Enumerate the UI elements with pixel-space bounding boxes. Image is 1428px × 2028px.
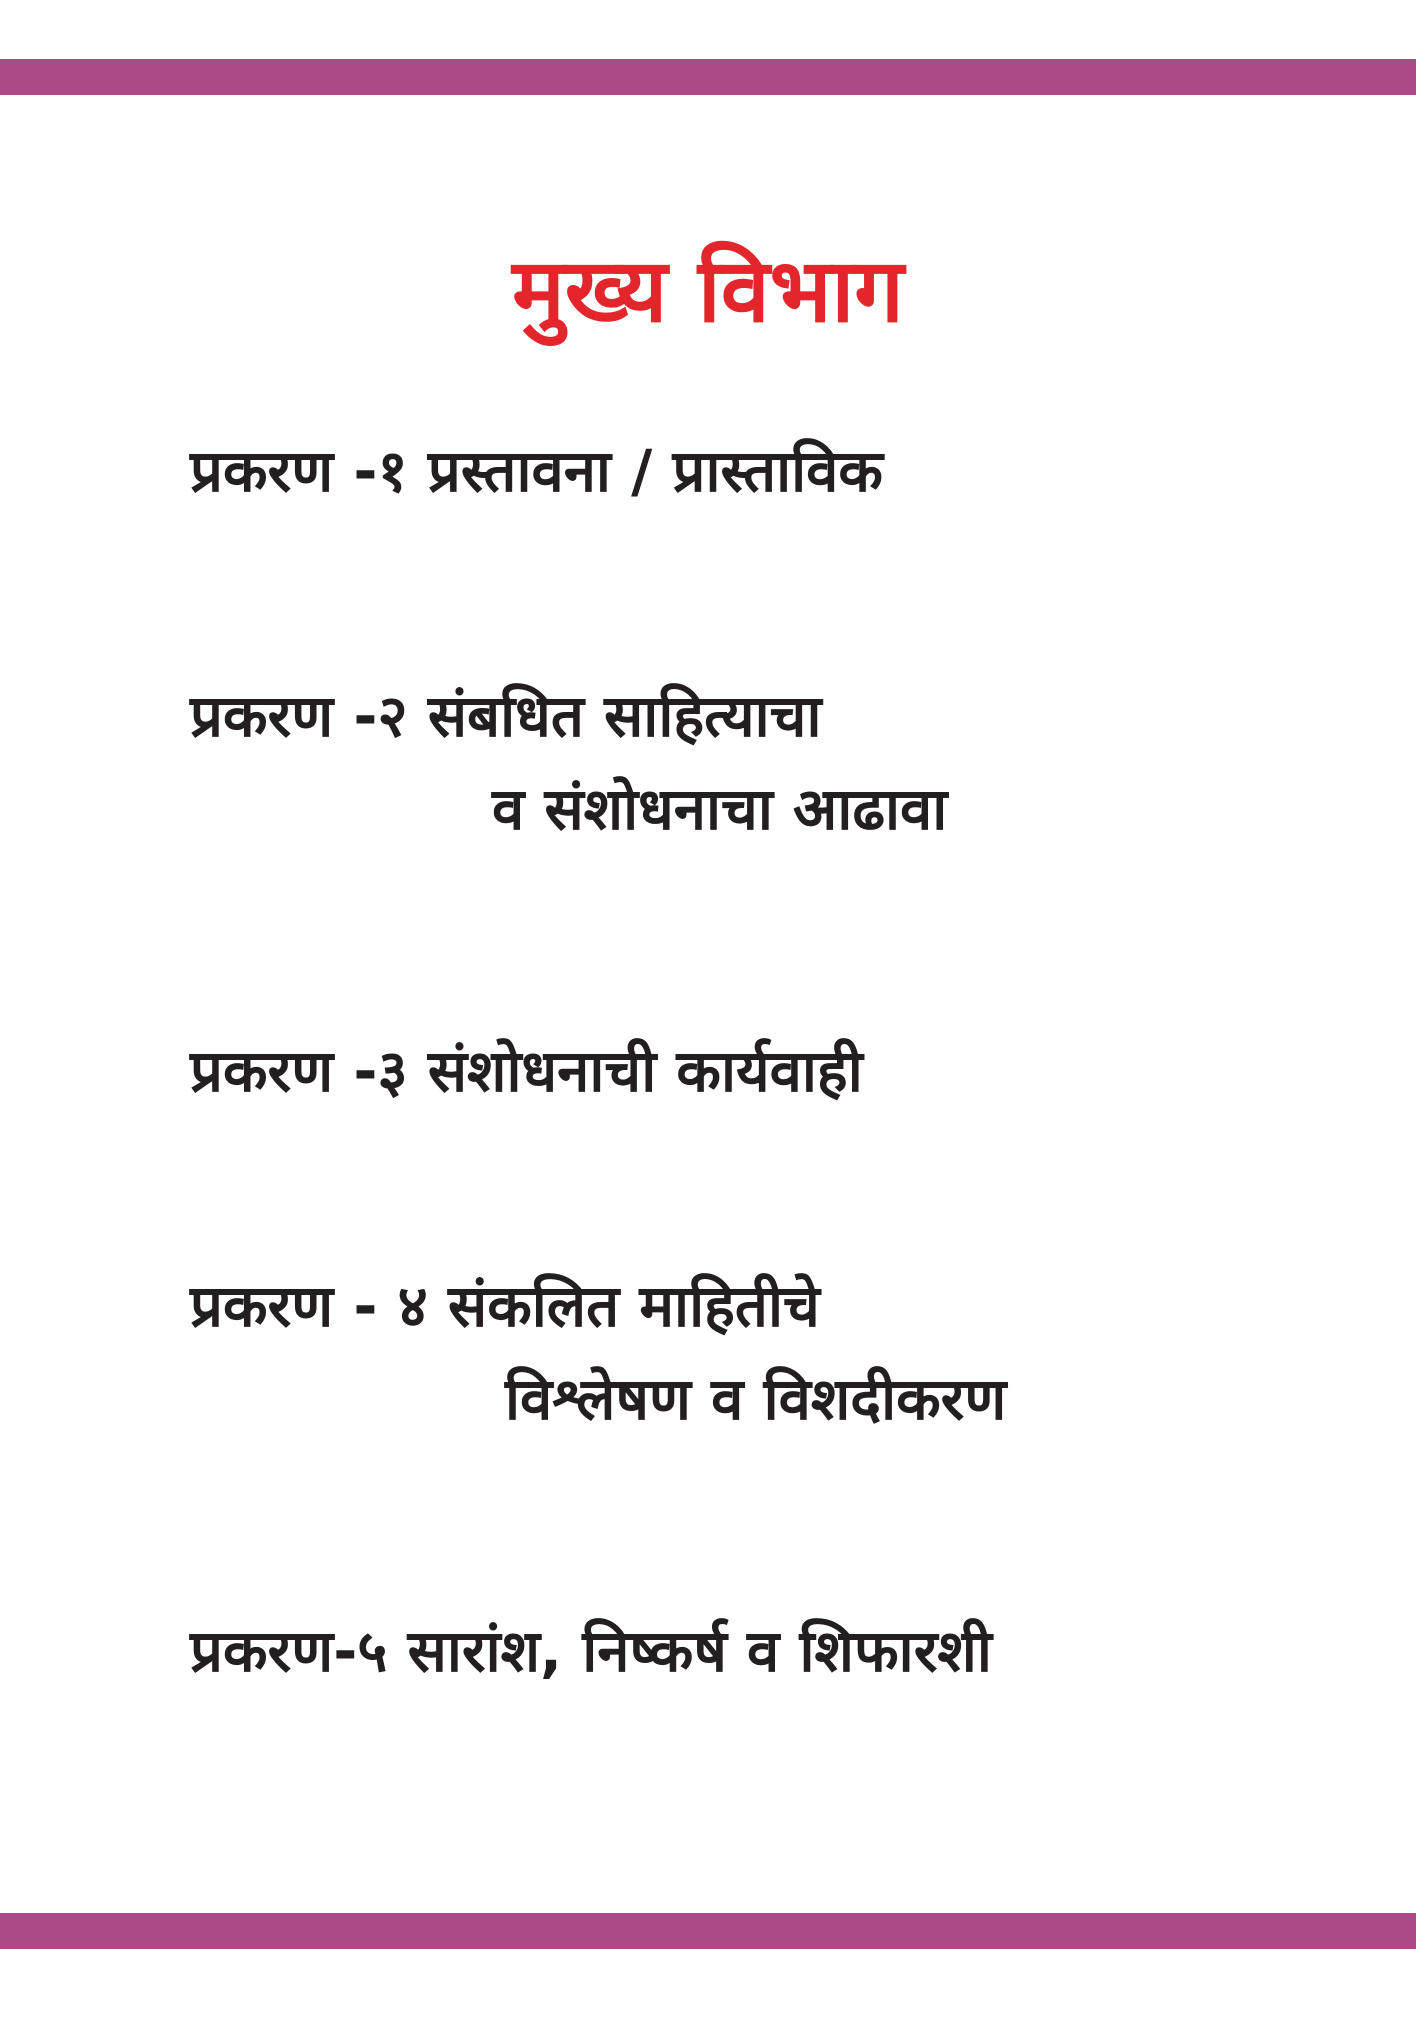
bottom-accent-bar <box>0 1913 1416 1949</box>
chapter-2-heading-continued: व संशोधनाचा आढावा <box>492 774 948 843</box>
chapter-3-heading: प्रकरण -३ संशोधनाची कार्यवाही <box>190 1037 863 1105</box>
page-title: मुख्य विभाग <box>512 239 904 342</box>
chapter-4-heading: प्रकरण - ४ संकलित माहितीचे <box>190 1272 820 1340</box>
chapter-5-heading: प्रकरण-५ सारांश, निष्कर्ष व शिफारशी <box>190 1617 992 1685</box>
top-accent-bar <box>0 59 1416 95</box>
chapter-4-heading-continued: विश्लेषण व विशदीकरण <box>505 1364 1007 1433</box>
chapter-4 <box>190 1260 1006 1446</box>
chapter-2-heading: प्रकरण -२ संबधित साहित्याचा <box>190 682 822 750</box>
chapter-5 <box>190 1605 992 1698</box>
chapter-1-heading: प्रकरण -१ प्रस्तावना / प्रास्ताविक <box>190 437 883 505</box>
chapter-1 <box>190 425 883 518</box>
chapter-3 <box>190 1025 863 1118</box>
chapter-2 <box>190 670 947 856</box>
